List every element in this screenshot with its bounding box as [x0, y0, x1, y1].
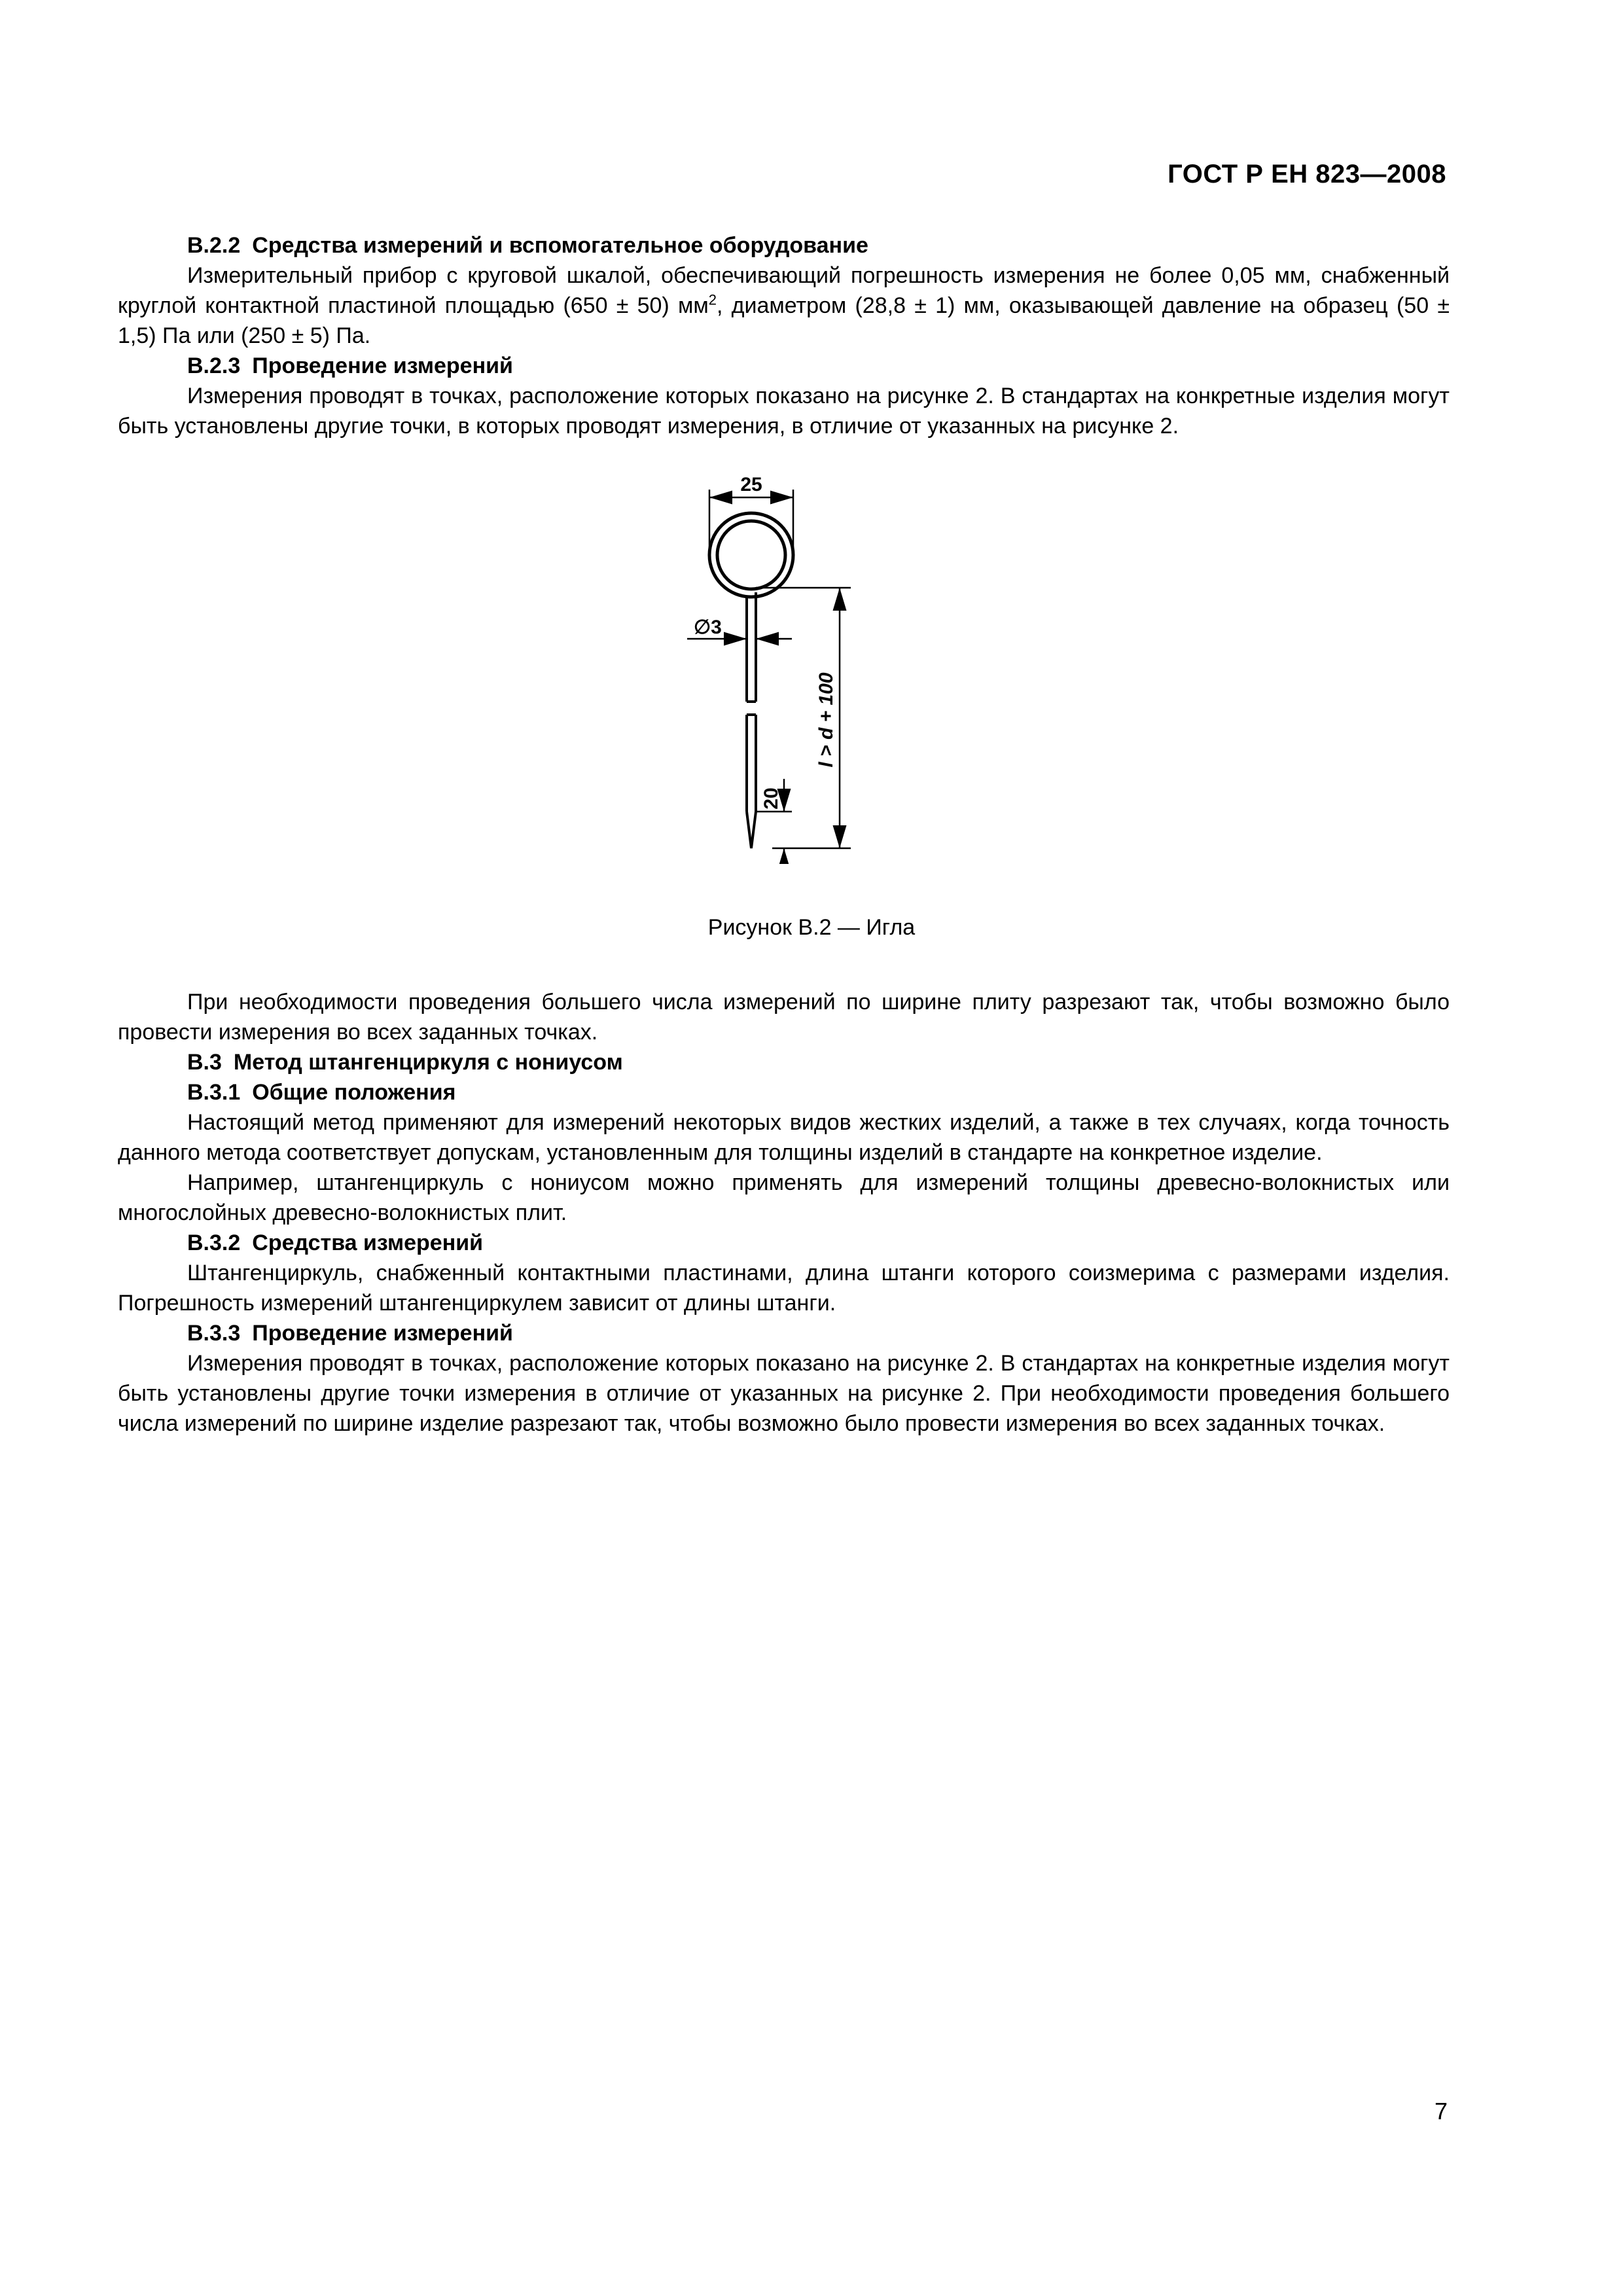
- paragraph-b31-1: Настоящий метод применяют для измерений некоторых видов жестких изделий, а также в тех случаях, когда точность данного метода соответствует допускам, установленным для толщины изделий в стандарте на конкретное изделие.: [118, 1110, 1450, 1165]
- dim-length-label: l > d + 100: [815, 672, 837, 768]
- paragraph-b31-2: Например, штангенциркуль с нониусом можно применять для измерений толщины древесно-волокнистых или многослойных древесно-волокнистых плит.: [118, 1170, 1450, 1225]
- section-heading-b32: [118, 1228, 1450, 1258]
- dim-diameter-label: ∅3: [694, 617, 722, 638]
- needle-drawing: [615, 458, 916, 864]
- section-heading-b3: [118, 1047, 1450, 1077]
- paragraph-b22: [118, 260, 1450, 351]
- figure-caption: Рисунок В.2 — Игла: [707, 915, 916, 940]
- dim-ring-label: 25: [740, 474, 762, 495]
- paragraph-after-figure: При необходимости проведения большего числа измерений по ширине плиту разрезают так, чтобы возможно было провести измерения во всех заданных точках.: [118, 990, 1450, 1045]
- section-title: Средства измерений: [252, 1230, 484, 1255]
- section-heading-b23: [118, 351, 1450, 381]
- paragraph-b23: Измерения проводят в точках, расположение которых показано на рисунке 2. В стандартах на конкретные изделия могут быть установлены другие точки, в которых проводят измерения, в отличие от указанных на рисунке 2.: [118, 384, 1450, 439]
- paragraph-b32: Штангенциркуль, снабженный контактными пластинами, длина штанги которого соизмерима с размерами изделия. Погрешность измерений штангенциркулем зависит от длины штанги.: [118, 1261, 1450, 1316]
- page-number: 7: [1434, 2098, 1448, 2125]
- top-text-block: [118, 230, 1450, 441]
- section-title: Метод штангенциркуля с нониусом: [233, 1050, 623, 1075]
- section-number: В.3: [187, 1050, 222, 1075]
- superscript: 2: [708, 291, 717, 308]
- dim-tip-label: 20: [760, 787, 782, 810]
- section-title: Общие положения: [252, 1080, 456, 1105]
- needle-ring: [709, 513, 793, 597]
- needle-tip: [747, 812, 756, 848]
- section-number: В.2.3: [187, 353, 241, 378]
- section-number: В.3.3: [187, 1321, 241, 1346]
- section-number: В.2.2: [187, 233, 241, 258]
- paragraph-text: Измерительный прибор с круговой шкалой, обеспечивающий погрешность измерения не более 0,05 мм, снабженный круглой контактной пластиной площадью (650 ± 50) мм: [118, 263, 1450, 318]
- section-heading-b22: [118, 230, 1450, 260]
- section-title: Проведение измерений: [252, 353, 513, 378]
- section-heading-b31: [118, 1077, 1450, 1107]
- paragraph-b33: Измерения проводят в точках, расположение которых показано на рисунке 2. В стандартах на конкретные изделия могут быть установлены другие точки измерения в отличие от указанных на рисунке 2. При необходимости проведения большего числа измерений по ширине изделие разрезают так, чтобы возможно было провести измерения во всех заданных точках.: [118, 1351, 1450, 1436]
- paragraph-text: , диаметром (28,8 ± 1) мм, оказывающей давление на образец (50 ± 1,5) Па или (250 ± 5) Па.: [118, 293, 1450, 348]
- section-heading-b33: [118, 1318, 1450, 1348]
- lower-text-block: [118, 987, 1450, 1439]
- section-number: В.3.1: [187, 1080, 241, 1105]
- document-header: ГОСТ Р ЕН 823—2008: [1168, 160, 1446, 188]
- section-number: В.3.2: [187, 1230, 241, 1255]
- needle-figure: [615, 458, 916, 864]
- needle-ring-inner: [717, 521, 785, 589]
- section-title: Средства измерений и вспомогательное оборудование: [252, 233, 868, 258]
- section-title: Проведение измерений: [252, 1321, 513, 1346]
